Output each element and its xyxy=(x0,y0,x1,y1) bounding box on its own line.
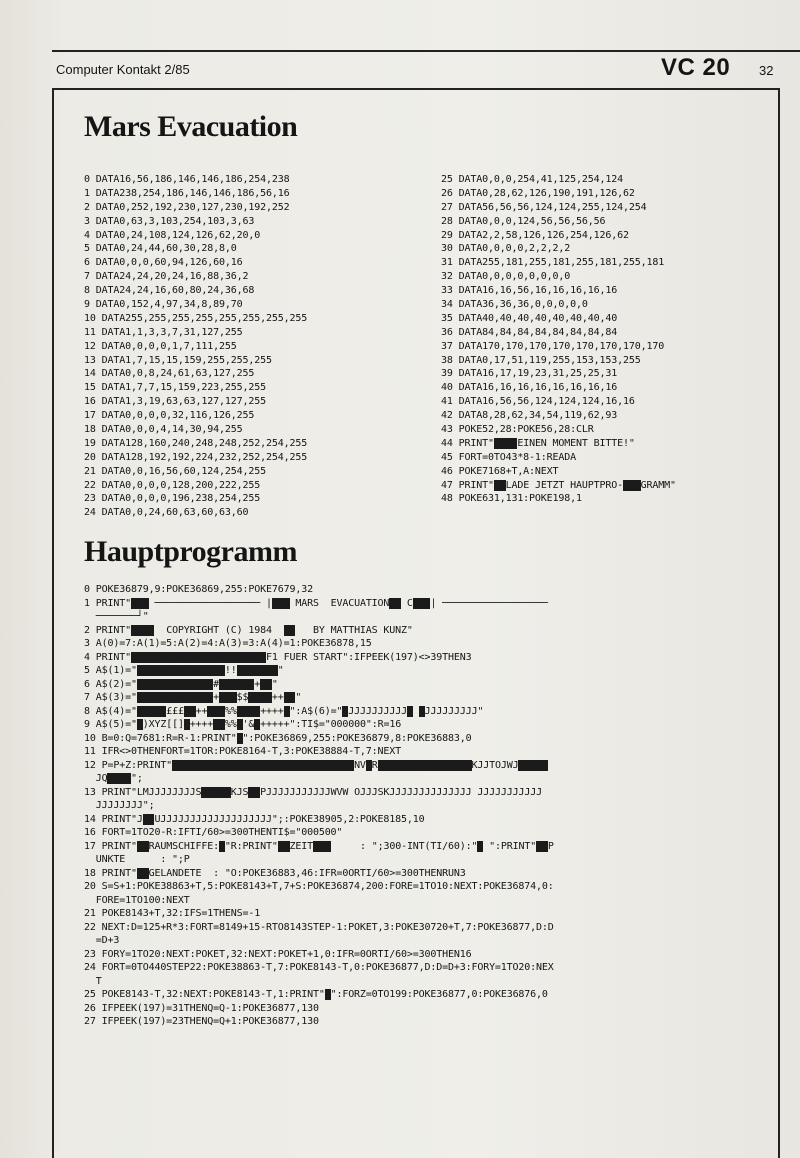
code-line: 8 A$(4)="▮▮▮▮▮£££▮▮++▮▮▮%%▮▮▮▮++++▮":A$(6)="▮JJJJJJJJJJ▮ ▮JJJJJJJJJ" xyxy=(84,705,484,717)
code-line: 17 PRINT"▮▮RAUMSCHIFFE:▮"R:PRINT"▮▮ZEIT▮▮▮ : ";300-INT(TI/60):"▮ ":PRINT"▮▮P xyxy=(84,840,554,852)
code-line: T xyxy=(84,975,102,987)
code-line: 5 A$(1)="▮▮▮▮▮▮▮▮▮▮▮▮▮▮▮!!▮▮▮▮▮▮▮" xyxy=(84,665,284,676)
code-line: 20 S=S+1:POKE38863+T,5:POKE8143+T,7+S:POKE36874,200:FORE=1TO10:NEXT:POKE36874,0: xyxy=(84,881,554,892)
code-line: 16 DATA1,3,19,63,63,127,127,255 xyxy=(84,396,266,408)
code-line: 23 FORY=1TO20:NEXT:POKET,32:NEXT:POKET+1,0:IFR=0ORTI/60>=300THEN16 xyxy=(84,948,472,960)
code-line: UNKTE : ";P xyxy=(84,854,190,865)
code-line: 48 POKE631,131:POKE198,1 xyxy=(441,493,582,505)
code-line: 19 DATA128,160,240,248,248,252,254,255 xyxy=(84,437,308,449)
code-line: 23 DATA0,0,0,0,196,238,254,255 xyxy=(84,493,261,505)
code-line: 39 DATA16,17,19,23,31,25,25,31 xyxy=(441,368,618,380)
code-line: 27 IFPEEK(197)=23THENQ=Q+1:POKE36877,130 xyxy=(84,1016,319,1027)
code-line: 4 PRINT"▮▮▮▮▮▮▮▮▮▮▮▮▮▮▮▮▮▮▮▮▮▮▮F1 FUER START":IFPEEK(197)<>39THEN3 xyxy=(84,651,472,663)
code-line: FORE=1TO100:NEXT xyxy=(84,894,190,906)
code-line: 8 DATA24,24,16,60,80,24,36,68 xyxy=(84,285,255,297)
code-line: 34 DATA36,36,36,0,0,0,0,0 xyxy=(441,299,588,311)
code-line: 10 DATA255,255,255,255,255,255,255,255 xyxy=(84,312,308,324)
code-line: JJJJJJJJ"; xyxy=(84,800,155,811)
code-line: 42 DATA8,28,62,34,54,119,62,93 xyxy=(441,410,618,422)
code-line: 12 DATA0,0,0,0,1,7,111,255 xyxy=(84,340,237,352)
code-line: 26 DATA0,28,62,126,190,191,126,62 xyxy=(441,187,635,199)
code-line: 18 DATA0,0,0,4,14,30,94,255 xyxy=(84,424,243,436)
code-line: 5 DATA0,24,44,60,30,28,8,0 xyxy=(84,243,237,255)
code-line: 25 POKE8143-T,32:NEXT:POKE8143-T,1:PRINT"▮":FORZ=0TO199:POKE36877,0:POKE36876,0 xyxy=(84,989,548,1000)
code-line: 24 FORT=0TO440STEP22:POKE38863-T,7:POKE8143-T,0:POKE36877,D:D=D+3:FORY=1TO20:NEX xyxy=(84,962,554,973)
code-line: 33 DATA16,16,56,16,16,16,16,16 xyxy=(441,285,618,297)
code-line: 47 PRINT"▮▮LADE JETZT HAUPTPRO-▮▮▮GRAMM" xyxy=(441,479,676,491)
code-line: 21 POKE8143+T,32:IFS=1THENS=-1 xyxy=(84,908,261,919)
code-line: 2 DATA0,252,192,230,127,230,192,252 xyxy=(84,201,290,213)
code-line: 38 DATA0,17,51,119,255,153,153,255 xyxy=(441,354,641,366)
code-line: 1 PRINT"▮▮▮ ────────────────── |▮▮▮ MARS EVACUATION▮▮ C▮▮▮| ────────────────── xyxy=(84,597,548,609)
code-line: 16 FORT=1TO20-R:IFTI/60>=300THENTI$="000500" xyxy=(84,827,343,838)
code-line: 44 PRINT"▮▮▮▮EINEN MOMENT BITTE!" xyxy=(441,437,635,449)
code-line: 43 POKE52,28:POKE56,28:CLR xyxy=(441,424,594,436)
code-line: =D+3 xyxy=(84,935,120,946)
code-line: 14 PRINT"J▮▮UJJJJJJJJJJJJJJJJJJJ";:POKE38905,2:POKE8185,10 xyxy=(84,813,425,825)
code-line: 30 DATA0,0,0,0,2,2,2,2 xyxy=(441,243,571,255)
code-line: 40 DATA16,16,16,16,16,16,16,16 xyxy=(441,382,618,394)
code-line: 0 DATA16,56,186,146,146,186,254,238 xyxy=(84,174,290,185)
code-line: 7 DATA24,24,20,24,16,88,36,2 xyxy=(84,271,249,283)
code-line: 2 PRINT"▮▮▮▮ COPYRIGHT (C) 1984 ▮▮ BY MATTHIAS KUNZ" xyxy=(84,624,413,636)
code-line: 21 DATA0,0,16,56,60,124,254,255 xyxy=(84,465,266,477)
code-line: 9 A$(5)="▮)XYZ[[]▮++++▮▮%%▮'&▮+++++":TI$="000000":R=16 xyxy=(84,719,402,730)
article-title: Mars Evacuation xyxy=(84,110,298,143)
code-line: 14 DATA0,0,8,24,61,63,127,255 xyxy=(84,368,255,380)
code-line: 11 IFR<>0THENFORT=1TOR:POKE8164-T,3:POKE38884-T,7:NEXT xyxy=(84,746,402,757)
code-line: 41 DATA16,56,56,124,124,124,16,16 xyxy=(441,396,635,408)
code-line: 3 A(0)=7:A(1)=5:A(2)=4:A(3)=3:A(4)=1:POKE36878,15 xyxy=(84,638,372,649)
code-line: 36 DATA84,84,84,84,84,84,84,84 xyxy=(441,326,618,338)
code-line: 10 B=0:Q=7681:R=R-1:PRINT"▮":POKE36869,255:POKE36879,8:POKE36883,0 xyxy=(84,732,472,744)
magazine-issue: Computer Kontakt 2/85 xyxy=(56,62,190,77)
code-line: 22 NEXT:D=125+R*3:FORT=8149+15-RTO8143STEP-1:POKET,3:POKE30720+T,7:POKE36877,D:D xyxy=(84,921,554,933)
code-line: 32 DATA0,0,0,0,0,0,0,0 xyxy=(441,271,571,283)
code-line: 13 DATA1,7,15,15,159,255,255,255 xyxy=(84,354,272,366)
code-line: 15 DATA1,7,7,15,159,223,255,255 xyxy=(84,382,266,394)
code-line: 31 DATA255,181,255,181,255,181,255,181 xyxy=(441,257,665,269)
code-line: 11 DATA1,1,3,3,7,31,127,255 xyxy=(84,326,243,338)
main-program-listing xyxy=(84,583,554,1029)
section-header: VC 20 xyxy=(661,54,731,81)
code-line: 35 DATA40,40,40,40,40,40,40,40 xyxy=(441,312,618,324)
code-line: 4 DATA0,24,108,124,126,62,20,0 xyxy=(84,229,261,241)
data-listing-right xyxy=(441,173,676,506)
code-line: 25 DATA0,0,0,254,41,125,254,124 xyxy=(441,174,623,185)
code-line: ───────┘" xyxy=(84,611,149,622)
data-listing-left xyxy=(84,173,307,520)
code-line: 24 DATA0,0,24,60,63,60,63,60 xyxy=(84,507,249,519)
code-line: 22 DATA0,0,0,0,128,200,222,255 xyxy=(84,479,261,491)
header-rule xyxy=(52,50,800,52)
code-line: 6 A$(2)="▮▮▮▮▮▮▮▮▮▮▮▮▮#▮▮▮▮▮▮+▮▮" xyxy=(84,678,278,690)
code-line: 3 DATA0,63,3,103,254,103,3,63 xyxy=(84,215,255,227)
code-line: 27 DATA56,56,56,124,124,255,124,254 xyxy=(441,201,647,213)
code-line: 28 DATA0,0,0,124,56,56,56,56 xyxy=(441,215,606,227)
program-title: Hauptprogramm xyxy=(84,535,297,568)
code-line: 29 DATA2,2,58,126,126,254,126,62 xyxy=(441,229,629,241)
code-line: 13 PRINT"LMJJJJJJJJS▮▮▮▮▮KJS▮▮PJJJJJJJJJJJWVW OJJJSKJJJJJJJJJJJJJJ JJJJJJJJJJJ xyxy=(84,786,542,798)
code-line: 20 DATA128,192,192,224,232,252,254,255 xyxy=(84,451,308,463)
code-line: 46 POKE7168+T,A:NEXT xyxy=(441,465,559,477)
code-line: 6 DATA0,0,0,60,94,126,60,16 xyxy=(84,257,243,269)
code-line: 37 DATA170,170,170,170,170,170,170,170 xyxy=(441,340,665,352)
code-line: 9 DATA0,152,4,97,34,8,89,70 xyxy=(84,299,243,311)
code-line: 0 POKE36879,9:POKE36869,255:POKE7679,32 xyxy=(84,584,313,595)
code-line: 1 DATA238,254,186,146,146,186,56,16 xyxy=(84,187,290,199)
code-line: 26 IFPEEK(197)=31THENQ=Q-1:POKE36877,130 xyxy=(84,1002,319,1014)
page-number: 32 xyxy=(759,63,774,78)
code-line: 17 DATA0,0,0,0,32,116,126,255 xyxy=(84,410,255,422)
code-line: JQ▮▮▮▮"; xyxy=(84,773,143,784)
code-line: 12 P=P+Z:PRINT"▮▮▮▮▮▮▮▮▮▮▮▮▮▮▮▮▮▮▮▮▮▮▮▮▮▮▮▮▮▮▮NV▮R▮▮▮▮▮▮▮▮▮▮▮▮▮▮▮▮KJJTOJWJ▮▮▮▮▮ xyxy=(84,759,548,771)
code-line: 45 FORT=0TO43*8-1:READA xyxy=(441,451,577,463)
code-line: 7 A$(3)="▮▮▮▮▮▮▮▮▮▮▮▮▮+▮▮▮$$▮▮▮▮++▮▮" xyxy=(84,692,302,703)
code-line: 18 PRINT"▮▮GELANDETE : "O:POKE36883,46:IFR=0ORTI/60>=300THENRUN3 xyxy=(84,867,466,879)
